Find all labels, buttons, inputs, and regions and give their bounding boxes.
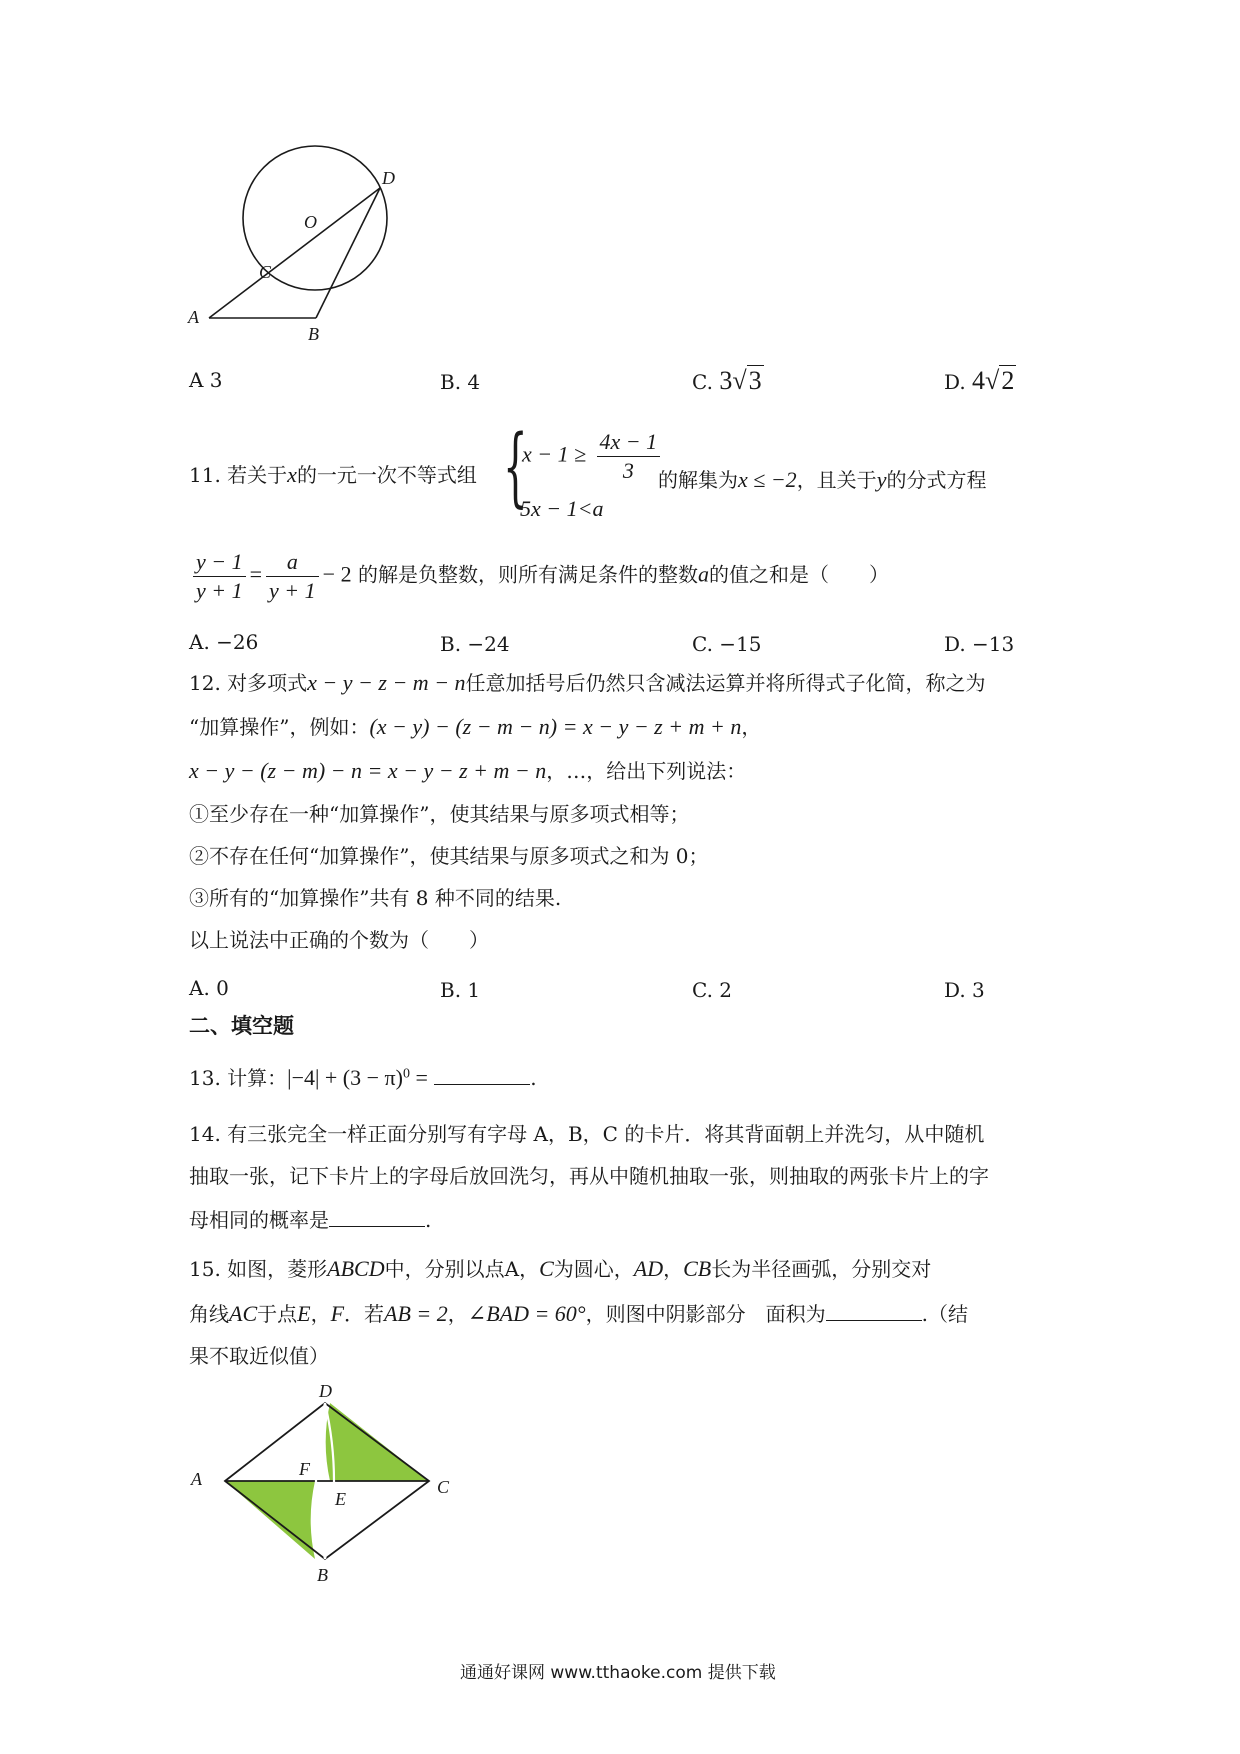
q15-label-b: B — [317, 1565, 328, 1585]
q10-label-a: A — [188, 307, 199, 327]
q12-line-2 — [189, 716, 761, 738]
q10-option-d — [944, 366, 1016, 396]
q15-seg-cb: CB — [683, 1256, 712, 1281]
q15-seg-ad: AD — [633, 1256, 664, 1281]
q10-line-b-d — [316, 188, 380, 318]
q11-eq-rhs-den: y + 1 — [269, 577, 316, 603]
q15-label-c: C — [437, 1477, 450, 1497]
q12-statement-3: ③所有的“加算操作”共有 8 种不同的结果. — [189, 886, 562, 910]
q12-statement-1: ①至少存在一种“加算操作”，使其结果与原多项式相等； — [189, 802, 690, 826]
q11-inequality-1 — [522, 428, 664, 484]
q10-label-b: B — [308, 324, 319, 344]
q12-line1-pre: 12. 对多项式 — [189, 671, 308, 695]
q10-option-c-value: 3√3 — [719, 366, 762, 395]
q15-l2-b: 于点 — [257, 1302, 298, 1326]
page-footer: 通通好课网 www.tthaoke.com 提供下载 — [460, 1663, 776, 1683]
q10-label-o: O — [304, 212, 317, 232]
q11-intro — [189, 464, 477, 486]
q11-eq-lhs-den: y + 1 — [196, 577, 243, 603]
q15-l2-g: .（结 — [921, 1302, 968, 1326]
q12-question: 以上说法中正确的个数为（ ） — [189, 928, 489, 952]
q10-figure — [180, 140, 440, 350]
q11-solution-expr: x ≤ −2 — [738, 467, 797, 492]
q15-label-f: F — [299, 1459, 310, 1479]
q11-solution-pre: 的解集为 — [658, 468, 738, 492]
q11-tail: 的分式方程 — [886, 468, 987, 492]
q10-option-d-radicand: 2 — [1001, 366, 1015, 395]
q10-label-d: D — [382, 168, 395, 188]
q15-rhombus-name: ABCD — [327, 1256, 385, 1281]
q14-line-3 — [189, 1208, 431, 1230]
q11-ineq1-den: 3 — [622, 457, 634, 483]
q15-figure — [185, 1385, 465, 1585]
q10-option-c — [692, 366, 764, 396]
q12-line-3 — [189, 760, 746, 782]
q15-shaded-region-lower — [225, 1481, 315, 1559]
q10-option-c-radicand: 3 — [748, 366, 762, 395]
q12-line3-post: ，…，给出下列说法： — [546, 759, 747, 783]
q10-option-c-coef: 3 — [719, 366, 733, 395]
q11-option-a: A. −26 — [189, 630, 259, 654]
q10-line-a-d — [209, 188, 380, 318]
q11-ineq1-fraction — [597, 428, 661, 484]
q11-var-a: a — [697, 561, 709, 587]
q11-intro-mid: 的一元一次不等式组 — [296, 463, 477, 487]
q12-example-2: x − y − (z − m) − n = x − y − z + m − n — [189, 758, 547, 783]
q11-line2-end: 的值之和是（ ） — [708, 562, 889, 587]
q12-line-1 — [189, 672, 986, 694]
q12-example-1: (x − y) − (z − m − n) = x − y − z + m + n — [369, 714, 742, 739]
q15-line-1 — [189, 1258, 931, 1280]
q15-line-2 — [189, 1302, 968, 1325]
q10-option-c-label: C. — [692, 370, 713, 394]
q11-var-x: x — [287, 462, 297, 487]
q15-label-d: D — [319, 1385, 332, 1401]
q10-option-d-value: 4√2 — [972, 366, 1015, 395]
q15-point-c: C — [539, 1256, 554, 1281]
q11-ineq1-left: x − 1 ≥ — [522, 441, 587, 467]
q11-eq-lhs — [193, 548, 246, 604]
q15-point-f: F — [330, 1301, 345, 1326]
q13-end: . — [530, 1066, 537, 1090]
q12-line2-post: ， — [741, 715, 762, 739]
q15-l1-a: 15. 如图，菱形 — [189, 1257, 328, 1281]
q13 — [189, 1066, 537, 1089]
q15-l2-d: ．若 — [344, 1302, 385, 1326]
q11-intro-continued — [658, 464, 986, 493]
q12-line2-pre: “加算操作”，例如： — [189, 715, 370, 739]
q15-l2-a: 角线 — [189, 1302, 229, 1326]
q14-line-2: 抽取一张，记下卡片上的字母后放回洗匀，再从中随机抽取一张，则抽取的两张卡片上的字 — [189, 1164, 989, 1188]
q15-l1-f: 长为半径画弧，分别交对 — [711, 1257, 932, 1281]
q14-line3-end: . — [425, 1208, 432, 1232]
q11-solution-post: ，且关于 — [796, 468, 877, 492]
q11-eq-lhs-num: y − 1 — [193, 548, 246, 577]
q10-option-b: B. 4 — [440, 370, 481, 394]
q11-equation-line: $\frac{y - 1}{y + 1}$ = $\frac{a}{y + 1}$ − 2 的解是负整数，则所有满足条件的整数a的值之和是（ ） — [189, 548, 889, 604]
q13-exponent: 0 — [402, 1066, 410, 1082]
q14-line-1: 14. 有三张完全一样正面分别写有字母 A，B，C 的卡片．将其背面朝上并洗匀，从中随机 — [189, 1122, 985, 1146]
q11-eq-tail: − 2 — [322, 561, 352, 587]
q15-point-e: E — [297, 1301, 311, 1326]
q15-label-a: A — [191, 1469, 202, 1489]
q14-line3-pre: 母相同的概率是 — [189, 1208, 329, 1232]
q13-equals: = — [409, 1065, 428, 1090]
q15-l1-b: 中，分别以点A， — [384, 1257, 540, 1281]
q15-l2-f2: ，则图中阴影部分 面积为 — [585, 1302, 826, 1326]
q12-option-c: C. 2 — [692, 978, 733, 1002]
q11-brace: { — [503, 417, 528, 517]
q11-option-d: D. −13 — [944, 632, 1015, 656]
q15-answer-blank[interactable] — [826, 1302, 922, 1321]
q11-eq-rhs — [266, 548, 319, 604]
q15-line-3: 果不取近似值） — [189, 1344, 329, 1368]
q10-option-a: A 3 — [189, 368, 223, 392]
q12-option-a: A. 0 — [189, 976, 229, 1000]
q11-eq-rhs-num: a — [266, 548, 319, 577]
q15-l2-c: ， — [310, 1302, 331, 1326]
q11-intro-pre: 11. 若关于 — [189, 463, 288, 487]
q14-answer-blank[interactable] — [329, 1208, 425, 1227]
q12-option-b: B. 1 — [440, 978, 481, 1002]
q10-option-d-label: D. — [944, 370, 966, 394]
q11-option-b: B. −24 — [440, 632, 510, 656]
q10-option-d-coef: 4 — [972, 366, 986, 395]
q12-statement-2: ②不存在任何“加算操作”，使其结果与原多项式之和为 0； — [189, 844, 709, 868]
q15-diag-ac: AC — [229, 1301, 258, 1326]
section-heading-fill-in: 二、填空题 — [189, 1014, 294, 1038]
q11-option-c: C. −15 — [692, 632, 762, 656]
q13-pre: 13. 计算： — [189, 1066, 288, 1090]
q13-answer-blank[interactable] — [434, 1066, 530, 1085]
q12-option-d: D. 3 — [944, 978, 985, 1002]
q15-angle: ∠BAD = 60° — [467, 1301, 586, 1326]
q12-line1-post: 任意加括号后仍然只含减法运算并将所得式子化简，称之为 — [465, 671, 986, 695]
q12-polynomial: x − y − z − m − n — [307, 670, 466, 695]
q15-l1-d: 为圆心， — [553, 1257, 634, 1281]
q11-var-y: y — [876, 467, 887, 492]
q15-l1-e: ， — [663, 1257, 684, 1281]
q15-label-e: E — [335, 1489, 346, 1509]
q13-expression: |−4| + (3 − π) — [287, 1065, 403, 1090]
q10-label-c: C — [259, 262, 272, 282]
q11-inequality-2: 5x − 1<a — [520, 496, 604, 521]
q11-ineq1-num: 4x − 1 — [597, 428, 661, 457]
q15-ab-value: AB = 2 — [384, 1301, 448, 1326]
q11-line2-text: 的解是负整数，则所有满足条件的整数 — [357, 562, 698, 587]
q15-l2-e2: ， — [447, 1302, 468, 1326]
